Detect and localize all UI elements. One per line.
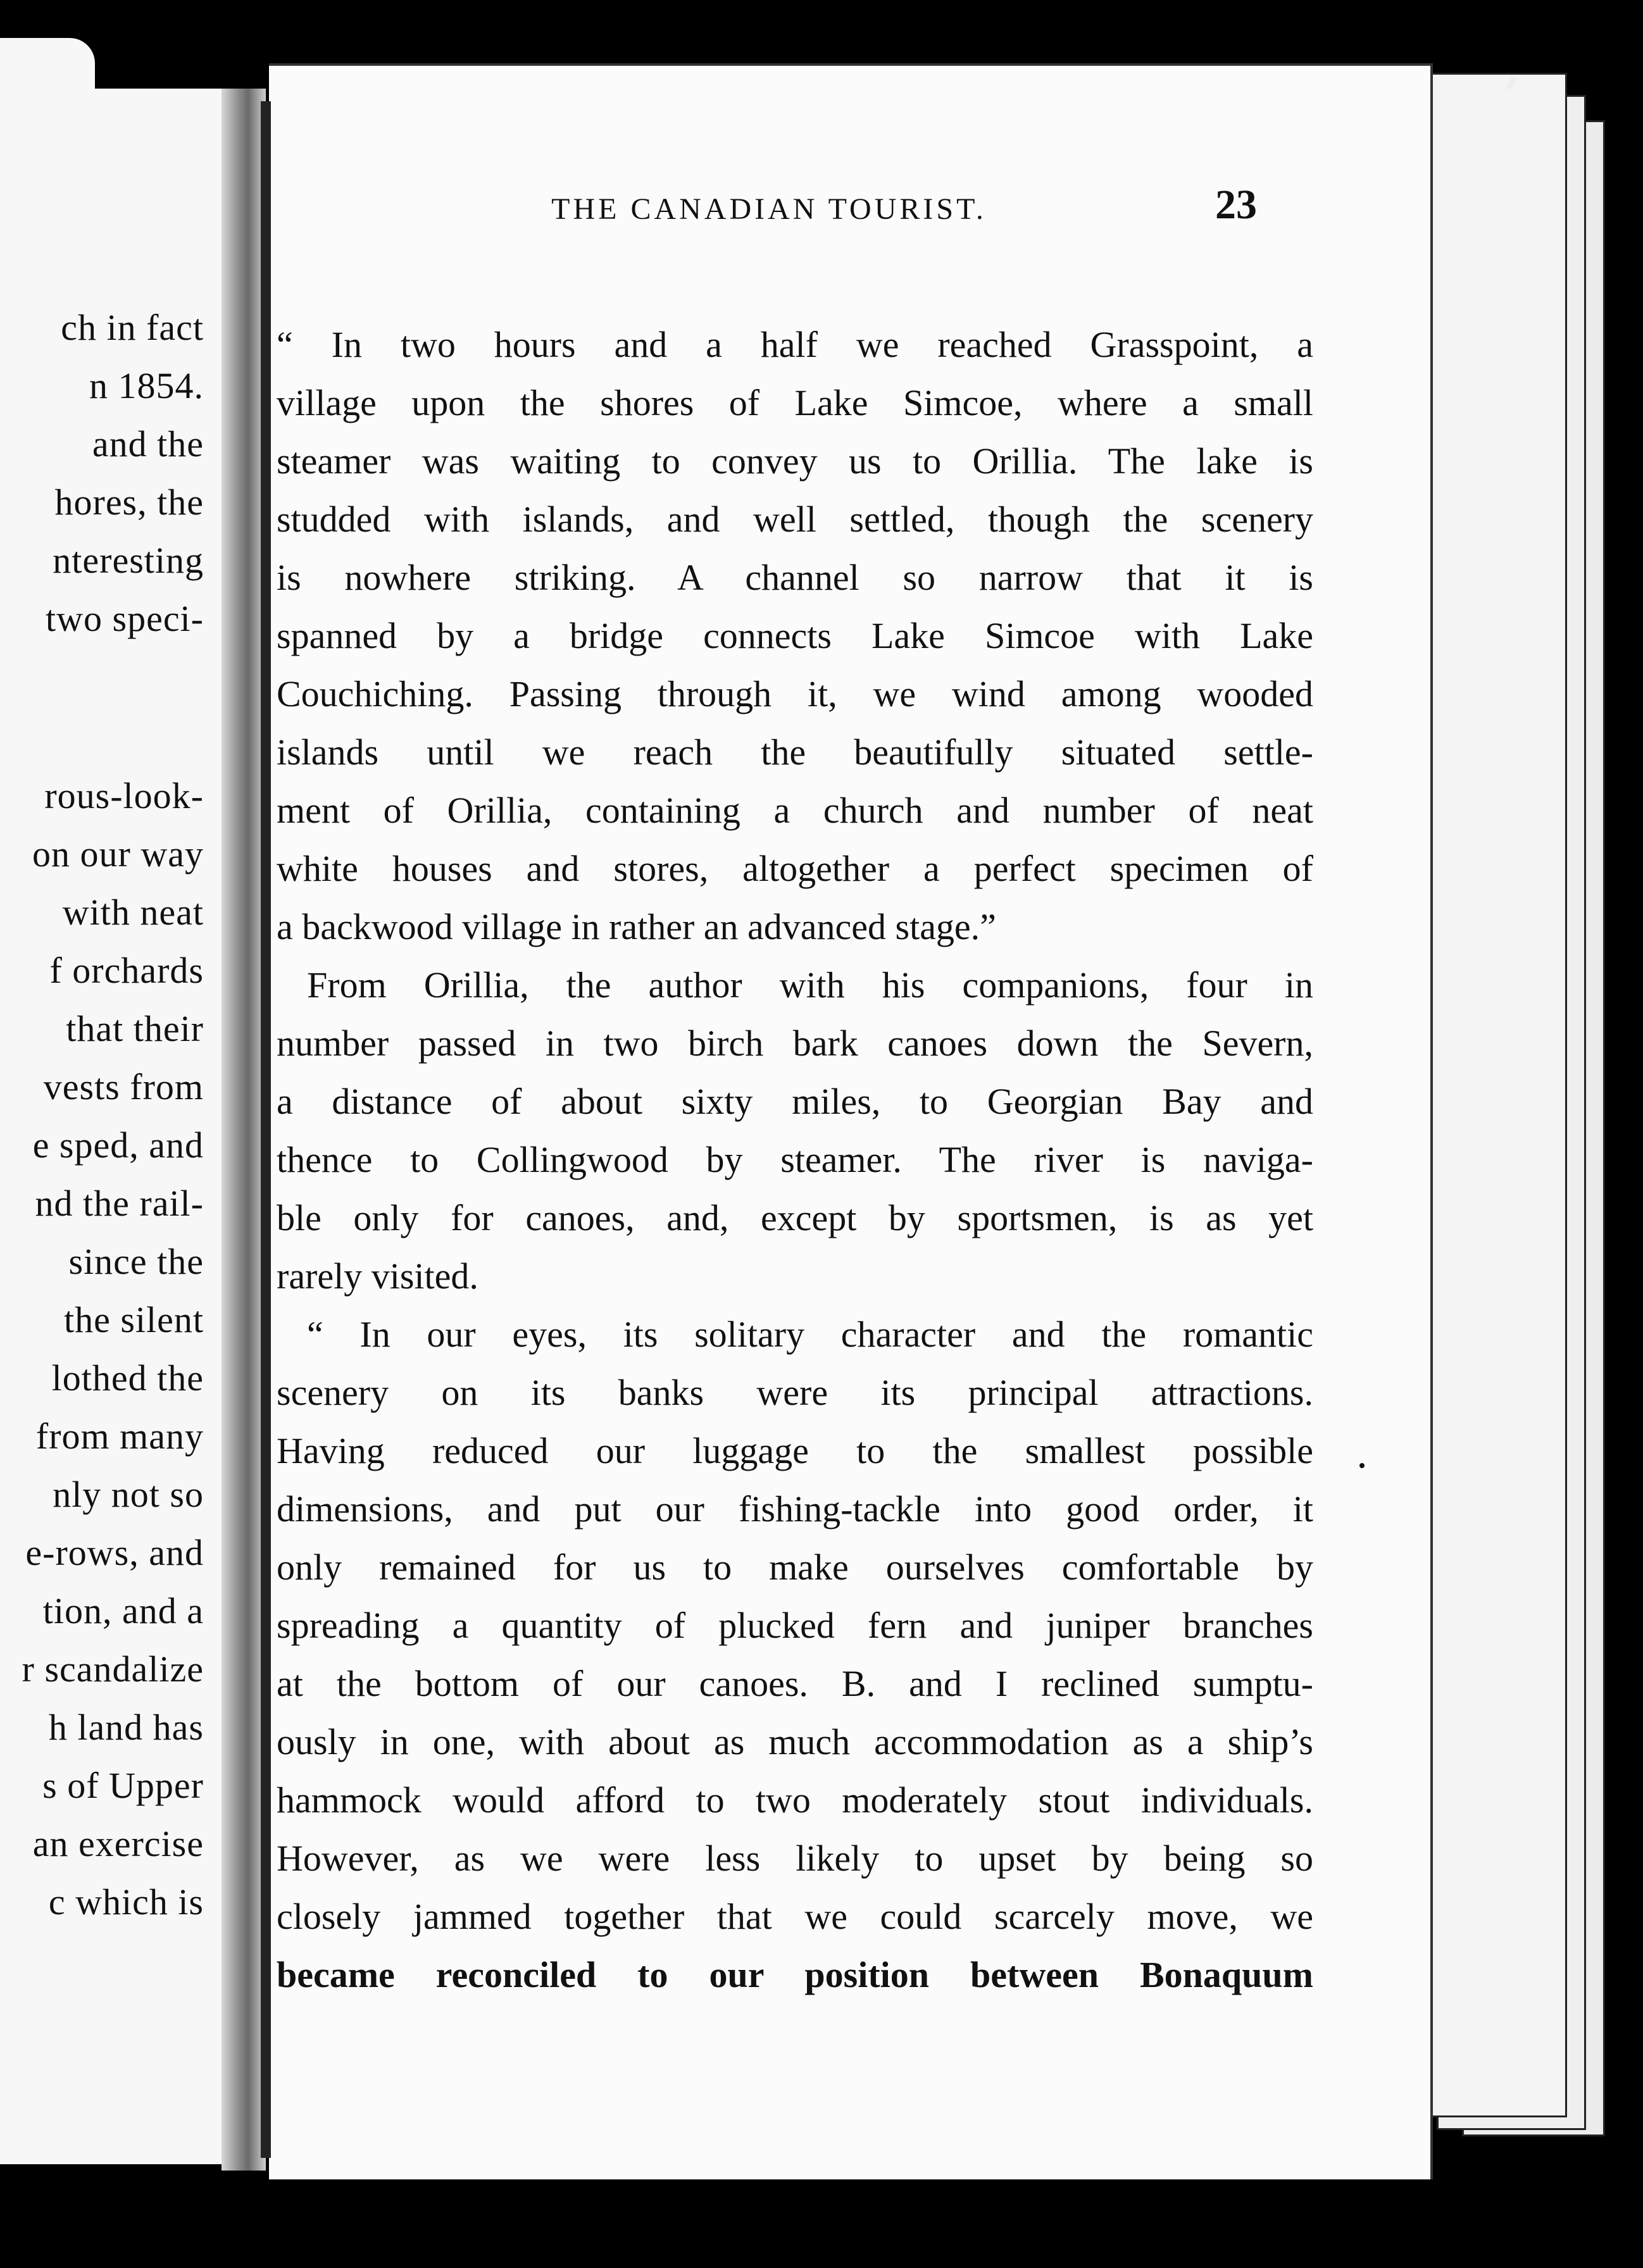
text-line: “ In two hours and a half we reached Grasspoint, a	[277, 324, 1313, 365]
left-page	[0, 89, 241, 2164]
left-text-line: r scandalize	[22, 1648, 204, 1690]
left-text-line: hores, the	[54, 482, 204, 523]
left-text-line: and the	[92, 423, 204, 464]
text-line: at the bottom of our canoes. B. and I reclined sumptu-	[277, 1663, 1313, 1704]
left-page-text	[0, 299, 204, 1931]
running-header	[516, 180, 1275, 237]
left-text-line: vests from	[43, 1066, 204, 1107]
book-gutter	[222, 89, 266, 2171]
text-line: is nowhere striking. A channel so narrow that it is	[277, 557, 1313, 598]
text-line: became reconciled to our position between Bonaquum	[277, 1954, 1313, 1995]
left-paragraph-gap	[0, 648, 204, 767]
text-line: ble only for canoes, and, except by sportsmen, is as yet	[277, 1197, 1313, 1238]
left-text-line: n 1854.	[89, 365, 204, 406]
text-line: Couchiching. Passing through it, we wind among wooded	[277, 673, 1313, 714]
left-text-line: tion, and a	[42, 1590, 204, 1631]
left-text-line: from many	[35, 1416, 204, 1457]
text-line: a distance of about sixty miles, to Georgian Bay and	[277, 1081, 1313, 1122]
text-line: dimensions, and put our fishing-tackle into good order, it	[277, 1488, 1313, 1530]
text-line: steamer was waiting to convey us to Orillia. The lake is	[277, 440, 1313, 482]
left-text-line: s of Upper	[42, 1765, 204, 1806]
left-text-line: that their	[66, 1008, 204, 1049]
left-text-line: e-rows, and	[25, 1532, 204, 1573]
left-text-line: h land has	[48, 1707, 204, 1748]
page-number: 23	[1215, 182, 1257, 228]
text-line: hammock would afford to two moderately stout individuals.	[277, 1779, 1313, 1821]
left-text-line: rous-look-	[44, 775, 204, 816]
left-text-line: the silent	[63, 1299, 204, 1340]
text-line: village upon the shores of Lake Simcoe, where a small	[277, 382, 1313, 423]
text-line: white houses and stores, altogether a perfect specimen of	[277, 848, 1313, 889]
left-text-line: on our way	[32, 833, 204, 875]
text-line: “ In our eyes, its solitary character and the romantic	[307, 1314, 1313, 1355]
text-line: ously in one, with about as much accommodation as a ship’s	[277, 1721, 1313, 1762]
left-text-line: an exercise	[32, 1823, 204, 1864]
text-line: However, as we were less likely to upset by being so	[277, 1838, 1313, 1879]
left-text-line: nly not so	[53, 1474, 204, 1515]
text-line: scenery on its banks were its principal attractions.	[277, 1372, 1313, 1413]
left-text-line: two speci-	[46, 598, 204, 639]
text-line: spreading a quantity of plucked fern and juniper branches	[277, 1605, 1313, 1646]
text-line: thence to Collingwood by steamer. The river is naviga-	[277, 1139, 1313, 1180]
left-text-line: ch in fact	[61, 307, 204, 348]
left-text-line: lothed the	[51, 1357, 204, 1399]
left-text-line: c which is	[48, 1881, 204, 1922]
text-line: closely jammed together that we could scarcely move, we	[277, 1896, 1313, 1937]
text-line: From Orillia, the author with his companions, four in	[307, 964, 1313, 1006]
text-line: only remained for us to make ourselves comfortable by	[277, 1547, 1313, 1588]
text-line: islands until we reach the beautifully situated settle-	[277, 732, 1313, 773]
left-text-line: with neat	[62, 892, 204, 933]
left-text-line: e sped, and	[32, 1125, 204, 1166]
text-line: Having reduced our luggage to the smallest possible	[277, 1430, 1313, 1471]
text-line: spanned by a bridge connects Lake Simcoe with Lake	[277, 615, 1313, 656]
text-line: a backwood village in rather an advanced stage.”	[277, 906, 996, 947]
right-page	[269, 63, 1433, 2179]
body-text	[269, 316, 1313, 2004]
ink-speck	[1359, 1463, 1365, 1468]
left-text-line: since the	[68, 1241, 204, 1282]
left-text-line: f orchards	[49, 950, 204, 991]
page-stack-edge	[1411, 73, 1567, 2117]
running-title: THE CANADIAN TOURIST.	[551, 192, 987, 226]
left-text-line: nd the rail-	[35, 1183, 204, 1224]
gutter-shadow	[261, 101, 271, 2158]
text-line: number passed in two birch bark canoes down the Severn,	[277, 1023, 1313, 1064]
left-text-line: nteresting	[53, 540, 204, 581]
text-line: rarely visited.	[277, 1256, 478, 1297]
text-line: ment of Orillia, containing a church and number of neat	[277, 790, 1313, 831]
text-line: studded with islands, and well settled, though the scenery	[277, 499, 1313, 540]
